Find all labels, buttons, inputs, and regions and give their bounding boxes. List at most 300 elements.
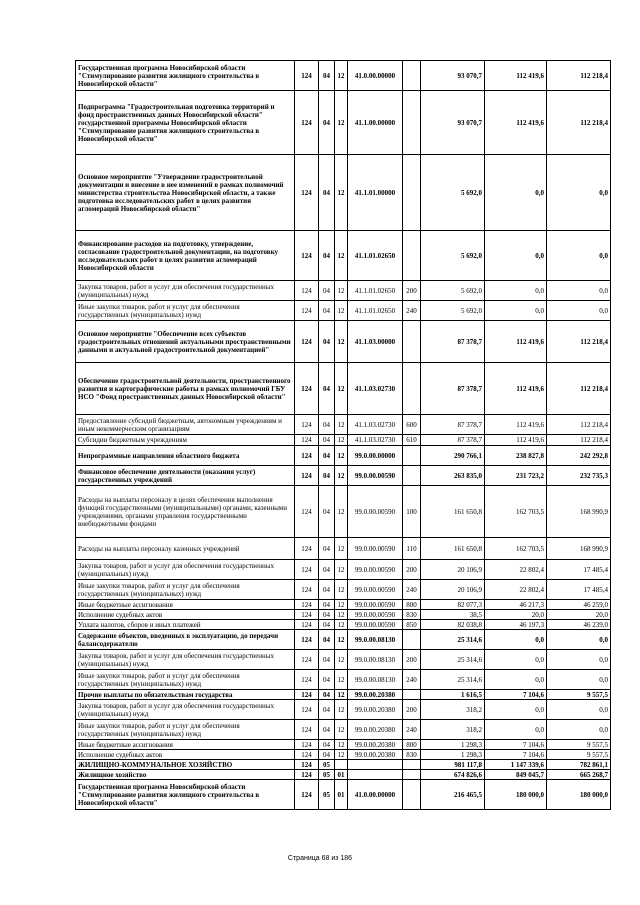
table-row [76, 301, 611, 321]
section-code: 05 [319, 780, 335, 810]
section-code: 04 [319, 538, 335, 560]
table-row [76, 466, 611, 486]
subsection-code: 12 [335, 446, 348, 466]
section-code: 04 [319, 91, 335, 155]
row-name: Основное мероприятие "Обеспечение всех субъектов градостроительных отношений актуальными пространственными данными и актуальной градостроительной документацией" [76, 321, 295, 363]
subsection-code: 12 [335, 580, 348, 600]
section-code: 04 [319, 600, 335, 610]
amount-year-1: 161 650,8 [421, 486, 485, 538]
table-row [76, 61, 611, 91]
table-row [76, 650, 611, 670]
ministry-code: 124 [295, 231, 319, 281]
section-code: 04 [319, 620, 335, 630]
table-row [76, 740, 611, 750]
amount-year-1: 93 070,7 [421, 61, 485, 91]
target-article-code: 41.1.01.02650 [348, 281, 403, 301]
amount-year-1: 87 378,7 [421, 363, 485, 415]
expense-type-code: 100 [403, 486, 421, 538]
amount-year-1: 5 692,0 [421, 231, 485, 281]
expense-type-code: 600 [403, 415, 421, 435]
row-name: Государственная программа Новосибирской области "Стимулирование развития жилищного строительства в Новосибирской области" [76, 61, 295, 91]
subsection-code: 12 [335, 415, 348, 435]
amount-year-1: 25 314,6 [421, 650, 485, 670]
amount-year-2: 112 419,6 [485, 91, 547, 155]
section-code: 04 [319, 580, 335, 600]
section-code: 04 [319, 610, 335, 620]
target-article-code: 99.0.00.08130 [348, 670, 403, 690]
amount-year-1: 93 070,7 [421, 91, 485, 155]
table-row [76, 538, 611, 560]
subsection-code: 12 [335, 690, 348, 700]
expense-type-code [403, 155, 421, 231]
section-code: 04 [319, 690, 335, 700]
subsection-code: 12 [335, 700, 348, 720]
section-code: 04 [319, 363, 335, 415]
target-article-code: 41.0.00.00000 [348, 61, 403, 91]
table-row [76, 760, 611, 770]
section-code: 04 [319, 321, 335, 363]
subsection-code: 12 [335, 231, 348, 281]
subsection-code: 12 [335, 600, 348, 610]
target-article-code: 99.0.00.00590 [348, 600, 403, 610]
amount-year-1: 1 298,3 [421, 740, 485, 750]
amount-year-2: 7 104,6 [485, 690, 547, 700]
amount-year-1: 674 826,6 [421, 770, 485, 780]
amount-year-3: 665 268,7 [547, 770, 611, 780]
ministry-code: 124 [295, 750, 319, 760]
amount-year-2: 0,0 [485, 670, 547, 690]
row-name: Иные закупки товаров, работ и услуг для обеспечения государственных (муниципальных) нужд [76, 670, 295, 690]
target-article-code: 99.0.00.00590 [348, 538, 403, 560]
budget-table-body [76, 61, 611, 810]
amount-year-2: 112 419,6 [485, 415, 547, 435]
row-name: Предоставление субсидий бюджетным, автономным учреждениям и иным некоммерческим организациям [76, 415, 295, 435]
amount-year-2: 7 104,6 [485, 750, 547, 760]
amount-year-3: 17 485,4 [547, 560, 611, 580]
target-article-code: 99.0.00.20380 [348, 720, 403, 740]
ministry-code: 124 [295, 670, 319, 690]
target-article-code: 99.0.00.20380 [348, 740, 403, 750]
amount-year-1: 82 038,8 [421, 620, 485, 630]
amount-year-2: 112 419,6 [485, 435, 547, 446]
subsection-code: 12 [335, 321, 348, 363]
row-name: Иные закупки товаров, работ и услуг для обеспечения государственных (муниципальных) нужд [76, 720, 295, 740]
row-name: Содержание объектов, введенных в эксплуатацию, до передачи балансодержателю [76, 630, 295, 650]
amount-year-2: 7 104,6 [485, 740, 547, 750]
amount-year-1: 25 314,6 [421, 670, 485, 690]
amount-year-2: 0,0 [485, 281, 547, 301]
target-article-code: 99.0.00.08130 [348, 650, 403, 670]
target-article-code: 41.1.01.02650 [348, 301, 403, 321]
section-code: 04 [319, 630, 335, 650]
section-code: 04 [319, 231, 335, 281]
ministry-code: 124 [295, 690, 319, 700]
expense-type-code [403, 760, 421, 770]
ministry-code: 124 [295, 435, 319, 446]
ministry-code: 124 [295, 61, 319, 91]
amount-year-1: 1 616,5 [421, 690, 485, 700]
ministry-code: 124 [295, 620, 319, 630]
section-code: 04 [319, 560, 335, 580]
row-name: Исполнение судебных актов [76, 750, 295, 760]
amount-year-1: 318,2 [421, 720, 485, 740]
ministry-code: 124 [295, 91, 319, 155]
target-article-code: 99.0.00.00590 [348, 560, 403, 580]
table-row [76, 560, 611, 580]
subsection-code: 12 [335, 670, 348, 690]
table-row [76, 321, 611, 363]
subsection-code: 12 [335, 435, 348, 446]
amount-year-2: 0,0 [485, 155, 547, 231]
row-name: Исполнение судебных актов [76, 610, 295, 620]
row-name: Закупка товаров, работ и услуг для обеспечения государственных (муниципальных) нужд [76, 281, 295, 301]
amount-year-3: 9 557,5 [547, 690, 611, 700]
subsection-code [335, 760, 348, 770]
amount-year-1: 263 835,0 [421, 466, 485, 486]
amount-year-2: 238 827,8 [485, 446, 547, 466]
ministry-code: 124 [295, 486, 319, 538]
table-row [76, 770, 611, 780]
amount-year-3: 0,0 [547, 670, 611, 690]
target-article-code: 99.0.00.00000 [348, 446, 403, 466]
subsection-code: 12 [335, 740, 348, 750]
target-article-code: 99.0.00.20380 [348, 750, 403, 760]
section-code: 04 [319, 670, 335, 690]
subsection-code: 12 [335, 630, 348, 650]
row-name: Финансирование расходов на подготовку, утверждение, согласование градостроительной документации, на подготовку исследовательских работ в целях развития агломераций Новосибирской области [76, 231, 295, 281]
target-article-code: 41.1.03.02730 [348, 435, 403, 446]
row-name: Расходы на выплаты персоналу казенных учреждений [76, 538, 295, 560]
target-article-code: 41.1.03.02730 [348, 363, 403, 415]
table-row [76, 690, 611, 700]
row-name: Закупка товаров, работ и услуг для обеспечения государственных (муниципальных) нужд [76, 650, 295, 670]
amount-year-2: 22 802,4 [485, 580, 547, 600]
ministry-code: 124 [295, 415, 319, 435]
table-row [76, 670, 611, 690]
table-row [76, 155, 611, 231]
expense-type-code [403, 91, 421, 155]
amount-year-3: 232 735,3 [547, 466, 611, 486]
row-name: Расходы на выплаты персоналу в целях обеспечения выполнения функций государственными (муниципальными) органами, казенными учреждениями, органами управления государственными внебюджетными фондами [76, 486, 295, 538]
expense-type-code: 110 [403, 538, 421, 560]
expense-type-code [403, 780, 421, 810]
amount-year-2: 46 197,3 [485, 620, 547, 630]
amount-year-3: 9 557,5 [547, 750, 611, 760]
row-name: Финансовое обеспечение деятельности (оказания услуг) государственных учреждений [76, 466, 295, 486]
table-row [76, 600, 611, 610]
amount-year-1: 87 378,7 [421, 435, 485, 446]
table-row [76, 610, 611, 620]
table-row [76, 91, 611, 155]
subsection-code: 12 [335, 301, 348, 321]
amount-year-3: 0,0 [547, 231, 611, 281]
row-name: Закупка товаров, работ и услуг для обеспечения государственных (муниципальных) нужд [76, 560, 295, 580]
subsection-code: 12 [335, 538, 348, 560]
expense-type-code: 200 [403, 650, 421, 670]
amount-year-3: 0,0 [547, 720, 611, 740]
amount-year-1: 5 692,0 [421, 301, 485, 321]
section-code: 04 [319, 155, 335, 231]
target-article-code: 99.0.00.00590 [348, 486, 403, 538]
target-article-code: 41.1.03.02730 [348, 415, 403, 435]
amount-year-3: 112 218,4 [547, 415, 611, 435]
target-article-code: 99.0.00.20380 [348, 690, 403, 700]
subsection-code: 12 [335, 466, 348, 486]
target-article-code: 41.1.01.00000 [348, 155, 403, 231]
table-row [76, 750, 611, 760]
ministry-code: 124 [295, 740, 319, 750]
row-name: Обеспечение градостроительной деятельности, пространственного развития и картографические работы в рамках полномочий ГБУ НСО "Фонд пространственных данных Новосибирской области" [76, 363, 295, 415]
table-row [76, 281, 611, 301]
row-name: Жилищное хозяйство [76, 770, 295, 780]
section-code: 04 [319, 435, 335, 446]
target-article-code: 99.0.00.20380 [348, 700, 403, 720]
table-row [76, 486, 611, 538]
amount-year-2: 0,0 [485, 650, 547, 670]
amount-year-1: 87 378,7 [421, 415, 485, 435]
section-code: 04 [319, 650, 335, 670]
subsection-code: 01 [335, 770, 348, 780]
section-code: 04 [319, 740, 335, 750]
subsection-code: 12 [335, 61, 348, 91]
section-code: 04 [319, 486, 335, 538]
table-row [76, 620, 611, 630]
table-row [76, 580, 611, 600]
amount-year-2: 162 703,5 [485, 538, 547, 560]
ministry-code: 124 [295, 760, 319, 770]
section-code: 04 [319, 61, 335, 91]
target-article-code: 41.1.01.02650 [348, 231, 403, 281]
amount-year-1: 25 314,6 [421, 630, 485, 650]
row-name: Субсидии бюджетным учреждениям [76, 435, 295, 446]
row-name: Иные бюджетные ассигнования [76, 740, 295, 750]
amount-year-1: 290 766,1 [421, 446, 485, 466]
expense-type-code: 830 [403, 610, 421, 620]
subsection-code: 12 [335, 560, 348, 580]
amount-year-3: 112 218,4 [547, 321, 611, 363]
expense-type-code [403, 61, 421, 91]
amount-year-3: 20,0 [547, 610, 611, 620]
subsection-code: 12 [335, 620, 348, 630]
budget-table [75, 60, 611, 810]
amount-year-2: 0,0 [485, 231, 547, 281]
amount-year-2: 0,0 [485, 700, 547, 720]
target-article-code: 41.1.03.00000 [348, 321, 403, 363]
table-row [76, 720, 611, 740]
target-article-code: 99.0.00.08130 [348, 630, 403, 650]
amount-year-2: 112 419,6 [485, 61, 547, 91]
amount-year-1: 5 692,0 [421, 155, 485, 231]
ministry-code: 124 [295, 650, 319, 670]
expense-type-code [403, 690, 421, 700]
amount-year-2: 22 802,4 [485, 560, 547, 580]
row-name: Государственная программа Новосибирской области "Стимулирование развития жилищного строительства в Новосибирской области" [76, 780, 295, 810]
expense-type-code: 240 [403, 720, 421, 740]
amount-year-2: 231 723,2 [485, 466, 547, 486]
target-article-code: 41.1.00.00000 [348, 91, 403, 155]
ministry-code: 124 [295, 363, 319, 415]
section-code: 04 [319, 281, 335, 301]
subsection-code: 01 [335, 780, 348, 810]
amount-year-1: 87 378,7 [421, 321, 485, 363]
row-name: Иные закупки товаров, работ и услуг для обеспечения государственных (муниципальных) нужд [76, 301, 295, 321]
ministry-code: 124 [295, 600, 319, 610]
table-row [76, 780, 611, 810]
ministry-code: 124 [295, 580, 319, 600]
table-row [76, 363, 611, 415]
amount-year-3: 0,0 [547, 700, 611, 720]
row-name: Подпрограмма "Градостроительная подготовка территорий и фонд пространственных данных Новосибирской области" государственной программы Новосибирской области "Стимулирование развития жилищного строительства в Новосибирской области" [76, 91, 295, 155]
amount-year-3: 0,0 [547, 301, 611, 321]
amount-year-1: 20 106,9 [421, 560, 485, 580]
expense-type-code: 240 [403, 670, 421, 690]
amount-year-3: 17 485,4 [547, 580, 611, 600]
section-code: 04 [319, 720, 335, 740]
expense-type-code [403, 231, 421, 281]
target-article-code [348, 770, 403, 780]
row-name: Прочие выплаты по обязательствам государства [76, 690, 295, 700]
amount-year-1: 38,5 [421, 610, 485, 620]
amount-year-3: 112 218,4 [547, 435, 611, 446]
amount-year-3: 782 861,1 [547, 760, 611, 770]
row-name: Закупка товаров, работ и услуг для обеспечения государственных (муниципальных) нужд [76, 700, 295, 720]
section-code: 04 [319, 301, 335, 321]
amount-year-3: 112 218,4 [547, 363, 611, 415]
ministry-code: 124 [295, 281, 319, 301]
ministry-code: 124 [295, 446, 319, 466]
amount-year-3: 46 259,0 [547, 600, 611, 610]
subsection-code: 12 [335, 281, 348, 301]
amount-year-3: 0,0 [547, 650, 611, 670]
ministry-code: 124 [295, 301, 319, 321]
amount-year-3: 112 218,4 [547, 91, 611, 155]
amount-year-2: 46 217,3 [485, 600, 547, 610]
row-name: Иные бюджетные ассигнования [76, 600, 295, 610]
ministry-code: 124 [295, 321, 319, 363]
subsection-code: 12 [335, 91, 348, 155]
target-article-code: 99.0.00.00590 [348, 466, 403, 486]
amount-year-2: 112 419,6 [485, 363, 547, 415]
amount-year-2: 0,0 [485, 301, 547, 321]
ministry-code: 124 [295, 560, 319, 580]
amount-year-1: 1 298,3 [421, 750, 485, 760]
ministry-code: 124 [295, 610, 319, 620]
section-code: 04 [319, 446, 335, 466]
amount-year-1: 318,2 [421, 700, 485, 720]
table-row [76, 435, 611, 446]
amount-year-2: 849 045,7 [485, 770, 547, 780]
target-article-code [348, 760, 403, 770]
expense-type-code [403, 446, 421, 466]
table-row [76, 231, 611, 281]
subsection-code: 12 [335, 720, 348, 740]
subsection-code: 12 [335, 750, 348, 760]
amount-year-2: 1 147 339,6 [485, 760, 547, 770]
table-row [76, 630, 611, 650]
subsection-code: 12 [335, 650, 348, 670]
section-code: 05 [319, 770, 335, 780]
amount-year-2: 180 000,0 [485, 780, 547, 810]
amount-year-2: 162 703,5 [485, 486, 547, 538]
section-code: 04 [319, 466, 335, 486]
expense-type-code [403, 363, 421, 415]
row-name: Уплата налогов, сборов и иных платежей [76, 620, 295, 630]
amount-year-3: 0,0 [547, 155, 611, 231]
expense-type-code: 800 [403, 600, 421, 610]
ministry-code: 124 [295, 780, 319, 810]
expense-type-code: 200 [403, 560, 421, 580]
row-name: Непрограммные направления областного бюджета [76, 446, 295, 466]
amount-year-2: 112 419,6 [485, 321, 547, 363]
amount-year-3: 9 557,5 [547, 740, 611, 750]
amount-year-3: 112 218,4 [547, 61, 611, 91]
expense-type-code: 200 [403, 700, 421, 720]
amount-year-2: 0,0 [485, 720, 547, 740]
amount-year-3: 168 990,9 [547, 486, 611, 538]
amount-year-3: 46 239,0 [547, 620, 611, 630]
amount-year-1: 5 692,0 [421, 281, 485, 301]
amount-year-3: 180 000,0 [547, 780, 611, 810]
expense-type-code: 800 [403, 740, 421, 750]
row-name: Иные закупки товаров, работ и услуг для обеспечения государственных (муниципальных) нужд [76, 580, 295, 600]
row-name: Основное мероприятие "Утверждение градостроительной документации и внесение в нее изменений в рамках полномочий министерства строительства Новосибирской области, а также подготовка исследовательских работ в целях развития агломераций Новосибирской области" [76, 155, 295, 231]
subsection-code: 12 [335, 486, 348, 538]
amount-year-2: 20,0 [485, 610, 547, 620]
amount-year-3: 0,0 [547, 630, 611, 650]
ministry-code: 124 [295, 720, 319, 740]
table-row [76, 446, 611, 466]
expense-type-code [403, 770, 421, 780]
amount-year-1: 82 077,3 [421, 600, 485, 610]
expense-type-code: 200 [403, 281, 421, 301]
section-code: 04 [319, 415, 335, 435]
target-article-code: 99.0.00.00590 [348, 610, 403, 620]
subsection-code: 12 [335, 363, 348, 415]
ministry-code: 124 [295, 538, 319, 560]
amount-year-3: 242 292,8 [547, 446, 611, 466]
page-footer: Страница 68 из 186 [287, 855, 353, 862]
expense-type-code [403, 630, 421, 650]
expense-type-code: 610 [403, 435, 421, 446]
ministry-code: 124 [295, 630, 319, 650]
target-article-code: 41.0.00.00000 [348, 780, 403, 810]
section-code: 05 [319, 760, 335, 770]
expense-type-code: 240 [403, 580, 421, 600]
amount-year-1: 981 117,8 [421, 760, 485, 770]
amount-year-3: 168 990,9 [547, 538, 611, 560]
table-row [76, 415, 611, 435]
ministry-code: 124 [295, 155, 319, 231]
ministry-code: 124 [295, 770, 319, 780]
expense-type-code: 850 [403, 620, 421, 630]
amount-year-3: 0,0 [547, 281, 611, 301]
expense-type-code: 830 [403, 750, 421, 760]
table-row [76, 700, 611, 720]
expense-type-code: 240 [403, 301, 421, 321]
section-code: 04 [319, 700, 335, 720]
expense-type-code [403, 466, 421, 486]
expense-type-code [403, 321, 421, 363]
ministry-code: 124 [295, 466, 319, 486]
row-name: ЖИЛИЩНО-КОММУНАЛЬНОЕ ХОЗЯЙСТВО [76, 760, 295, 770]
subsection-code: 12 [335, 155, 348, 231]
amount-year-1: 161 650,8 [421, 538, 485, 560]
amount-year-1: 216 465,5 [421, 780, 485, 810]
subsection-code: 12 [335, 610, 348, 620]
target-article-code: 99.0.00.00590 [348, 620, 403, 630]
amount-year-1: 20 106,9 [421, 580, 485, 600]
target-article-code: 99.0.00.00590 [348, 580, 403, 600]
